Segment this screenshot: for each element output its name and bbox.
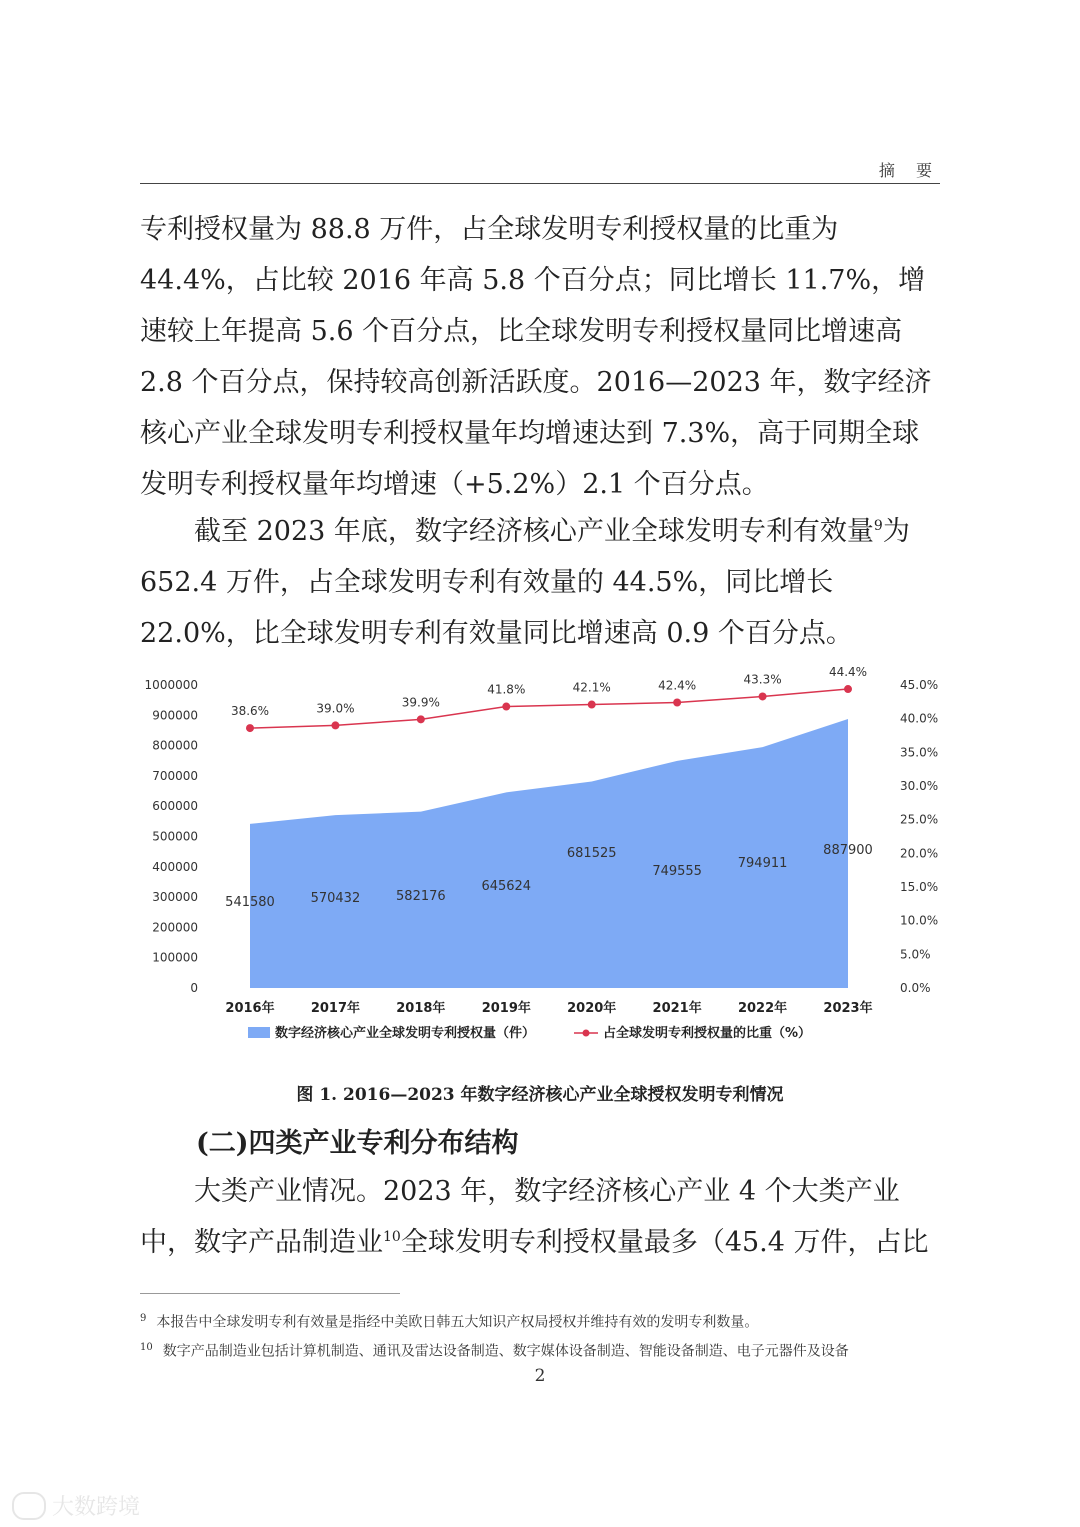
right-axis-tick-label: 5.0% <box>900 947 931 962</box>
line-point <box>246 724 254 732</box>
right-axis-tick-label: 10.0% <box>900 913 939 928</box>
left-axis-tick-label: 600000 <box>152 799 198 814</box>
paragraph-valid-patents <box>140 506 940 659</box>
left-axis-tick-label: 700000 <box>152 768 198 783</box>
footnote-text: 本报告中全球发明专利有效量是指经中美欧日韩五大知识产权局授权并维持有效的发明专利数量。 <box>156 1314 759 1331</box>
x-axis-tick-label: 2022年 <box>737 1001 788 1016</box>
x-axis-tick-label: 2016年 <box>225 1001 275 1016</box>
left-axis-tick-label: 800000 <box>152 738 198 753</box>
watermark <box>12 1490 140 1521</box>
x-axis-tick-label: 2017年 <box>310 1001 361 1016</box>
header-rule <box>140 183 940 184</box>
footnote-ref-10[interactable]: 10 <box>383 1229 401 1245</box>
figure-caption: 图 1. 2016—2023 年数字经济核心产业全球授权发明专利情况 <box>296 1085 784 1105</box>
left-axis-tick-label: 900000 <box>152 708 198 723</box>
line-data-label: 39.0% <box>316 701 355 716</box>
line-data-label: 41.8% <box>487 682 526 697</box>
x-axis-tick-label: 2020年 <box>567 1001 617 1016</box>
paragraph-text: 截至 2023 年底，数字经济核心产业全球发明专利有效量 <box>194 516 874 547</box>
paragraph-text: 大类产业情况。2023 年，数字经济核心产业 4 个大类产业中，数字产品制造业 <box>140 1176 900 1258</box>
left-axis-tick-label: 100000 <box>152 950 198 965</box>
watermark-text: 大数跨境 <box>52 1495 141 1520</box>
area-data-label: 749555 <box>652 864 702 879</box>
area-data-label: 541580 <box>225 895 275 910</box>
right-axis-tick-label: 30.0% <box>900 779 939 793</box>
line-point <box>331 721 339 729</box>
legend-swatch-point <box>583 1030 590 1037</box>
line-data-label: 39.9% <box>401 695 440 710</box>
line-data-label: 42.4% <box>658 678 697 693</box>
page-number: 2 <box>534 1366 546 1386</box>
area-data-label: 794911 <box>737 856 788 871</box>
footnote-ref-9[interactable]: 9 <box>873 518 883 534</box>
right-axis-tick-label: 15.0% <box>900 880 939 894</box>
line-data-label: 38.6% <box>230 704 270 719</box>
footnote-10 <box>140 1338 940 1362</box>
line-point <box>588 701 596 709</box>
legend-swatch-area <box>248 1027 270 1038</box>
logo-icon <box>12 1492 46 1520</box>
paragraph-text: 为 652.4 万件，占全球发明专利有效量的 44.5%，同比增长 22.0%，比全球发明专利有效量同比增速高 0.9 个百分点。 <box>140 516 910 649</box>
right-axis-tick-label: 45.0% <box>900 678 939 692</box>
x-axis-tick-label: 2019年 <box>481 1001 531 1016</box>
paragraph-patent-grants: 专利授权量为 88.8 万件，占全球发明专利授权量的比重为 44.4%，占比较 2016 年高 5.8 个百分点；同比增长 11.7%，增速较上年提高 5.6 个百分点，比全球发明专利授权量同比增速高 2.8 个百分点，保持较高创新活跃度。2016—2023 年，数字经济核心产业全球发明专利授权量年均增速达到 7.3%，高于同期全球发明专利授权量年均增速（+5.2%）2.1 个百分点。 <box>140 214 932 500</box>
paragraph-industry <box>140 1166 940 1268</box>
line-point <box>502 703 510 711</box>
x-axis-tick-label: 2018年 <box>396 1001 446 1016</box>
left-axis-tick-label: 0 <box>190 981 198 995</box>
left-axis-tick-label: 200000 <box>152 920 198 935</box>
header-title: 摘 要 <box>878 161 940 180</box>
footnote-mark: 9 <box>140 1313 147 1324</box>
line-point <box>417 715 425 723</box>
line-point <box>844 685 852 693</box>
x-axis-tick-label: 2021年 <box>652 1001 702 1016</box>
right-axis-tick-label: 35.0% <box>900 745 939 760</box>
area-data-label: 681525 <box>566 846 617 861</box>
legend-label-area: 数字经济核心产业全球发明专利授权量（件） <box>275 1026 536 1041</box>
footnote-text: 数字产品制造业包括计算机制造、通讯及雷达设备制造、数字媒体设备制造、智能设备制造、电子元器件及设备 <box>162 1343 849 1360</box>
section-heading: (二)四类产业专利分布结构 <box>196 1128 519 1159</box>
x-axis-tick-label: 2023年 <box>823 1001 873 1016</box>
area-series-granted-patents <box>250 719 848 988</box>
line-point <box>759 692 767 700</box>
right-axis-tick-label: 0.0% <box>900 981 931 995</box>
area-data-label: 887900 <box>823 843 873 858</box>
line-point <box>673 699 681 707</box>
left-axis-tick-label: 400000 <box>152 859 198 874</box>
left-axis-tick-label: 300000 <box>152 890 198 905</box>
right-axis-tick-label: 20.0% <box>900 846 939 861</box>
line-data-label: 44.4% <box>828 665 868 680</box>
area-data-label: 582176 <box>396 889 446 904</box>
legend-label-line: 占全球发明专利授权量的比重（%） <box>603 1026 812 1041</box>
area-data-label: 645624 <box>481 879 532 894</box>
left-axis-tick-label: 1000000 <box>144 678 198 692</box>
paragraph-text: 全球发明专利授权量最多（45.4 万件，占比 <box>400 1227 929 1258</box>
patent-chart <box>140 660 940 1050</box>
footnote-mark: 10 <box>140 1342 153 1353</box>
right-axis-tick-label: 25.0% <box>900 812 939 827</box>
line-data-label: 43.3% <box>743 672 782 687</box>
footnote-9 <box>140 1309 940 1333</box>
area-data-label: 570432 <box>310 891 361 906</box>
right-axis-tick-label: 40.0% <box>900 711 939 726</box>
line-data-label: 42.1% <box>572 680 611 695</box>
footnote-rule <box>140 1293 400 1294</box>
left-axis-tick-label: 500000 <box>152 829 198 844</box>
